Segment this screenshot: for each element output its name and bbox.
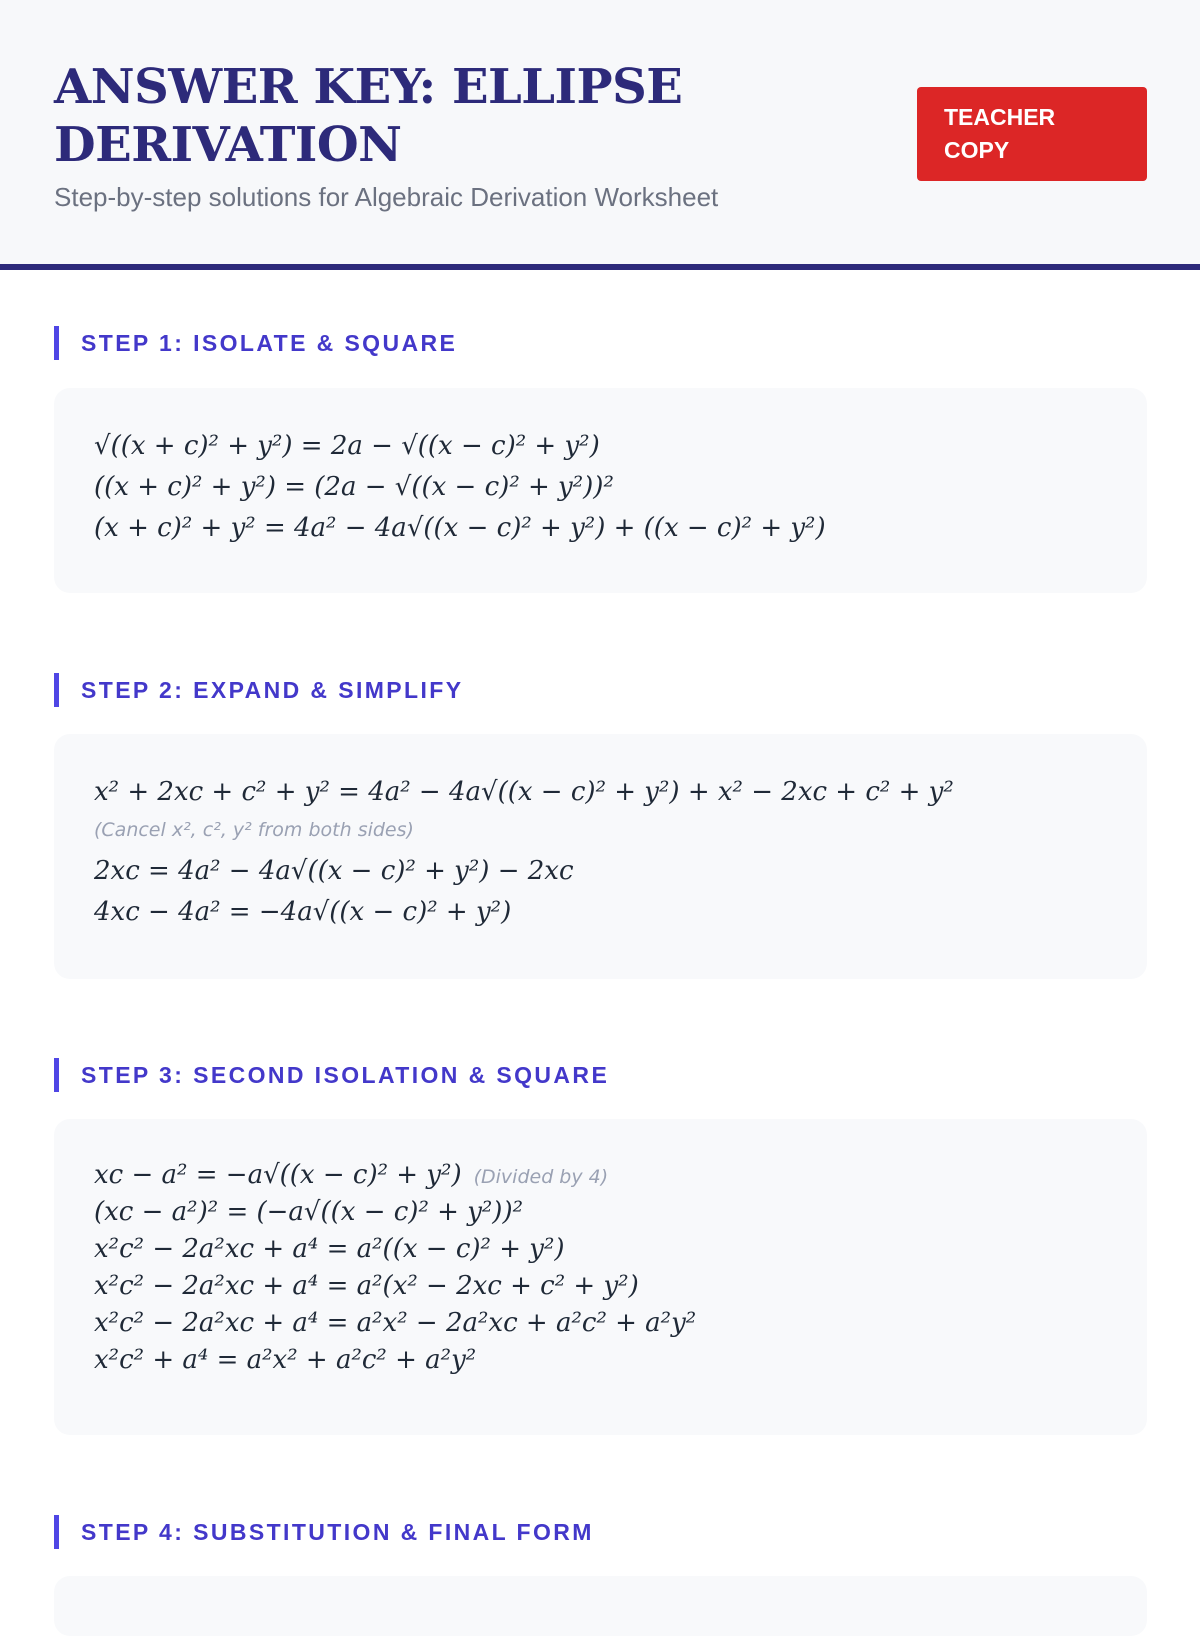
equation: ((x + c)² + y²) = (2a − √((x − c)² + y²))²	[94, 472, 614, 502]
heading-accent-bar	[54, 1515, 59, 1549]
step-3-card	[54, 1119, 1147, 1435]
step-4-card	[54, 1576, 1147, 1636]
equation: x²c² − 2a²xc + a⁴ = a²((x − c)² + y²)	[94, 1234, 565, 1264]
equation: √((x + c)² + y²) = 2a − √((x − c)² + y²)	[94, 431, 600, 461]
heading-accent-bar	[54, 673, 59, 707]
equation: (xc − a²)² = (−a√((x − c)² + y²))²	[94, 1197, 524, 1227]
page-subtitle: Step-by-step solutions for Algebraic Derivation Worksheet	[54, 182, 719, 212]
step-2-card	[54, 734, 1147, 979]
step-1-card	[54, 388, 1147, 593]
step-2-heading	[54, 673, 1147, 707]
equation: xc − a² = −a√((x − c)² + y²)	[94, 1160, 462, 1190]
step-4-heading-text: STEP 4: SUBSTITUTION & FINAL FORM	[81, 1519, 594, 1545]
equation: x²c² − 2a²xc + a⁴ = a²(x² − 2xc + c² + y²)	[94, 1271, 639, 1301]
step-1-section	[54, 326, 1147, 543]
step-4-section	[54, 1515, 1147, 1549]
equation: 4xc − 4a² = −4a√((x − c)² + y²)	[94, 897, 512, 927]
equation-row	[94, 1157, 1107, 1194]
step-4-heading	[54, 1515, 1147, 1549]
step-1-heading-text: STEP 1: ISOLATE & SQUARE	[81, 330, 458, 356]
header	[0, 0, 1200, 270]
step-2-note: (Cancel x², c², y² from both sides)	[94, 819, 414, 841]
equation: 2xc = 4a² − 4a√((x − c)² + y²) − 2xc	[94, 856, 574, 886]
heading-accent-bar	[54, 326, 59, 360]
equation: x²c² − 2a²xc + a⁴ = a²x² − 2a²xc + a²c² + a²y²	[94, 1308, 697, 1338]
step-1-heading	[54, 326, 1147, 360]
teacher-copy-badge: TEACHER COPY	[917, 87, 1147, 181]
equation: x²c² + a⁴ = a²x² + a²c² + a²y²	[94, 1345, 477, 1375]
step-2-heading-text: STEP 2: EXPAND & SIMPLIFY	[81, 677, 464, 703]
equation: x² + 2xc + c² + y² = 4a² − 4a√((x − c)² + y²) + x² − 2xc + c² + y²	[94, 777, 954, 807]
equation: (x + c)² + y² = 4a² − 4a√((x − c)² + y²) + ((x − c)² + y²)	[94, 513, 826, 543]
page-title: ANSWER KEY: ELLIPSE DERIVATION	[54, 59, 683, 173]
step-3-note: (Divided by 4)	[473, 1166, 609, 1188]
step-3-section	[54, 1058, 1147, 1375]
heading-accent-bar	[54, 1058, 59, 1092]
step-3-heading-text: STEP 3: SECOND ISOLATION & SQUARE	[81, 1062, 610, 1088]
step-2-section	[54, 673, 1147, 927]
step-3-heading	[54, 1058, 1147, 1092]
